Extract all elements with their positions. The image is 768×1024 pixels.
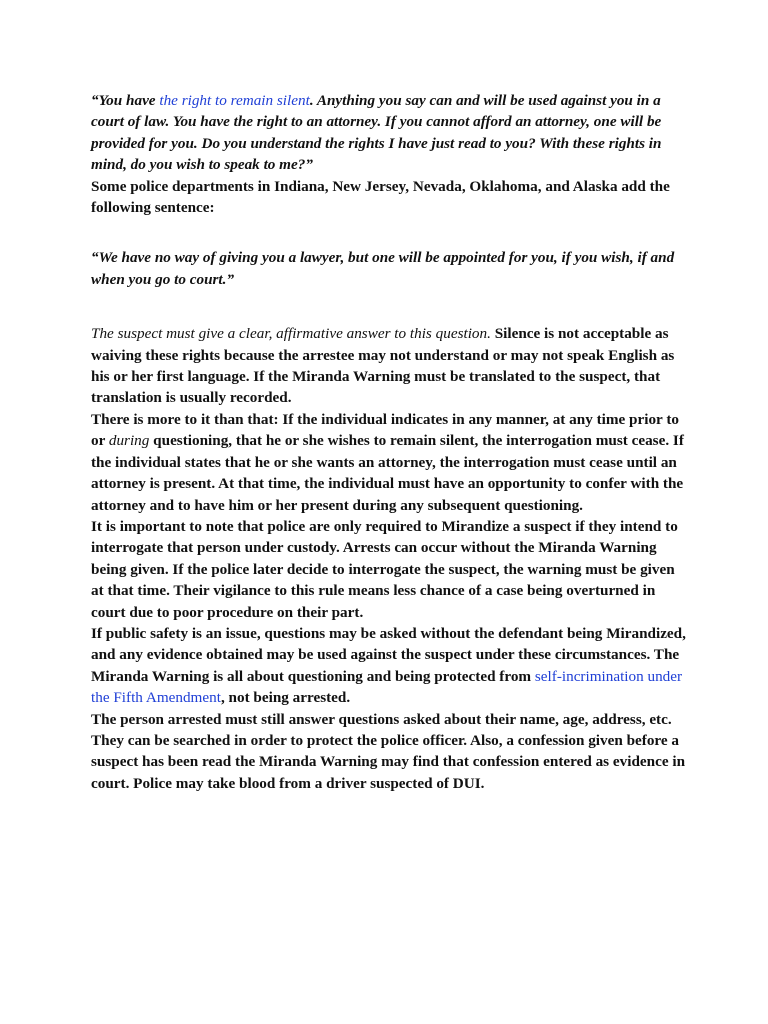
right-to-remain-silent-link[interactable]: the right to remain silent: [159, 92, 310, 109]
document-body: [91, 90, 691, 794]
public-safety-text-end: , not being arrested.: [220, 689, 351, 707]
additional-sentence-quote: “We have no way of giving you a lawyer, but one will be appointed for you, if you wish, if and when you go to court.”: [91, 249, 675, 288]
mirandize-paragraph: It is important to note that police are only required to Mirandize a suspect if they intend to interrogate that person under custody. Arrests can occur without the Miranda Warning being given. If the police later decide to interrogate the suspect, the warning must be given at that time. Their vigilance to this rule means less chance of a case being overturned in court due to poor procedure on their part.: [91, 517, 678, 621]
affirmative-answer-rest: Silence is not acceptable as waiving these rights because the arrestee may not understand or may not speak English as his or her first language. If the Miranda Warning must be translated to the suspect, that translation is usually recorded.: [91, 325, 675, 407]
affirmative-answer-italic: The suspect must give a clear, affirmative answer to this question.: [91, 325, 491, 343]
public-safety-paragraph: [91, 623, 691, 709]
interrogation-text-end: questioning, that he or she wishes to remain silent, the interrogation must cease. If the individual states that he or she wants an attorney, the interrogation must cease until an attorney is present. At that time, the individual must have an opportunity to confer with the attorney and to have him or her present during any subsequent questioning.: [91, 432, 684, 514]
quote-text-end: . Anything you say can and will be used against you in a court of law. You have the right to an attorney. If you cannot afford an attorney, one will be provided for you. Do you understand the rights I have just read to you? With these rights in mind, do you wish to speak to me?”: [91, 92, 662, 174]
interrogation-text-start: There is more to it than that: If the individual indicates in any manner, at any time prior to or: [91, 410, 679, 450]
quote-text-start: “You have: [91, 92, 160, 109]
interrogation-cease-paragraph: [91, 409, 691, 516]
additional-sentence-intro: Some police departments in Indiana, New Jersey, Nevada, Oklahoma, and Alaska add the following sentence:: [91, 177, 670, 217]
fifth-amendment-link[interactable]: self-incrimination under the Fifth Amendment: [91, 667, 683, 707]
miranda-warning-quote: [91, 90, 691, 176]
person-arrested-paragraph: The person arrested must still answer questions asked about their name, age, address, etc. They can be searched in order to protect the police officer. Also, a confession given before a suspect has been read the Miranda Warning may find that confession entered as evidence in court. Police may take blood from a driver suspected of DUI.: [91, 710, 686, 792]
affirmative-answer-paragraph: [91, 323, 691, 409]
during-italic: during: [108, 432, 150, 450]
public-safety-text-start: If public safety is an issue, questions may be asked without the defendant being Mirandized, and any evidence obtained may be used against the suspect under these circumstances. The Miranda Warning is all about questioning and being protected from: [91, 624, 686, 685]
